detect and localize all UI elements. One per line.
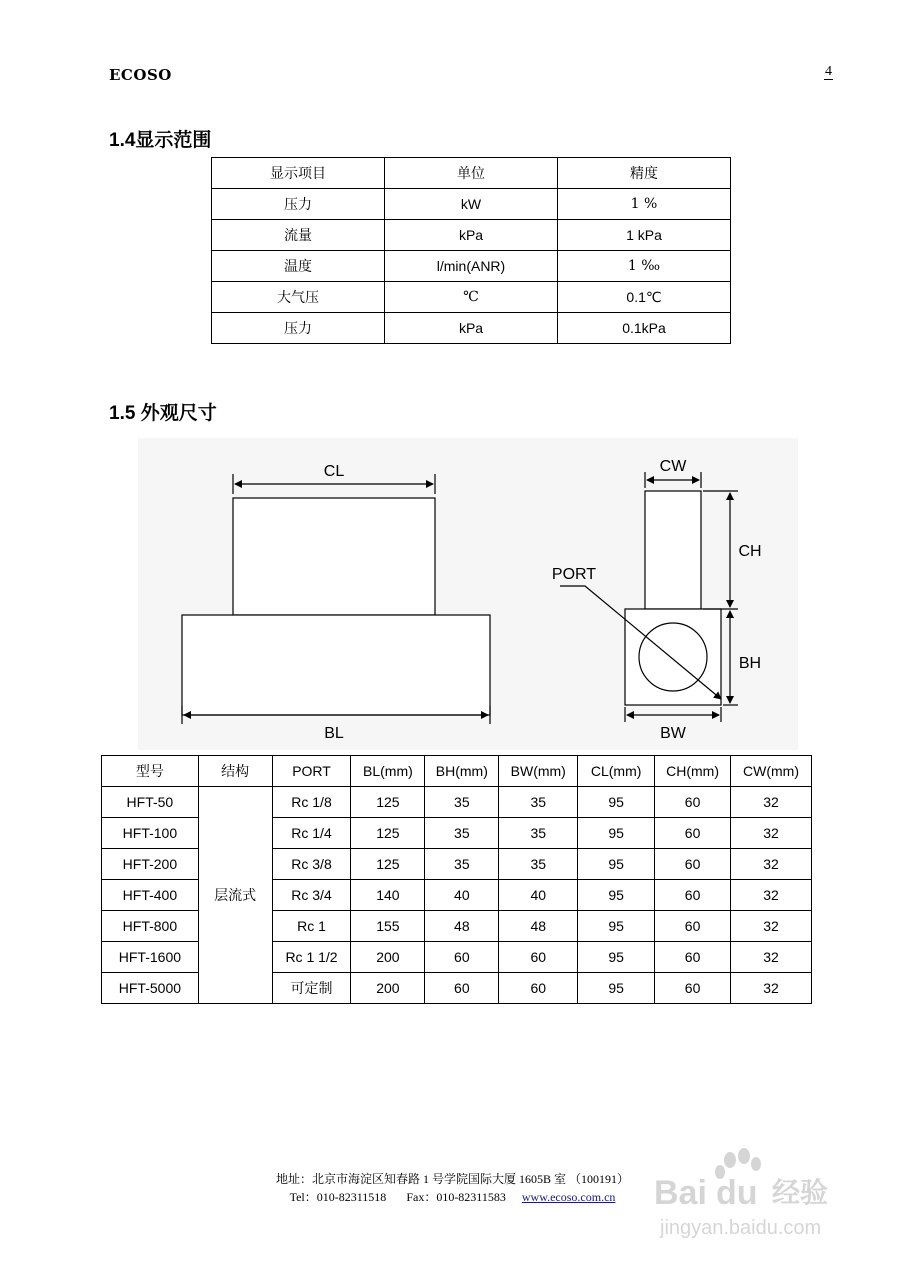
structure-cell: 层流式 xyxy=(198,787,272,1004)
table-cell: HFT-5000 xyxy=(102,973,199,1004)
header-cell: CW(mm) xyxy=(731,756,812,787)
table-cell: 1 ‰ xyxy=(558,251,731,282)
table-cell: 流量 xyxy=(212,220,385,251)
table-cell: 32 xyxy=(731,973,812,1004)
table-cell: 95 xyxy=(578,973,655,1004)
header-cell: CH(mm) xyxy=(655,756,731,787)
watermark-url: jingyan.baidu.com xyxy=(660,1217,822,1239)
table-cell: 32 xyxy=(731,911,812,942)
table-cell: 40 xyxy=(499,880,578,911)
table-cell: Rc 1 xyxy=(272,911,351,942)
table-cell: 125 xyxy=(351,787,425,818)
dimensions-table xyxy=(101,755,812,1004)
table-cell: 48 xyxy=(425,911,499,942)
table-row xyxy=(212,313,731,344)
table-cell: 1 % xyxy=(558,189,731,220)
table-cell: 32 xyxy=(731,818,812,849)
table-cell: HFT-100 xyxy=(102,818,199,849)
table-cell: 155 xyxy=(351,911,425,942)
table-cell: 140 xyxy=(351,880,425,911)
header-cell: CL(mm) xyxy=(578,756,655,787)
label-ch: CH xyxy=(738,543,762,560)
table-row xyxy=(102,787,812,818)
table-cell: HFT-400 xyxy=(102,880,199,911)
table-cell: Rc 3/8 xyxy=(272,849,351,880)
page-number: 4 xyxy=(825,64,832,79)
table-cell: 200 xyxy=(351,973,425,1004)
header-cell: 显示项目 xyxy=(212,158,385,189)
table-row xyxy=(212,251,731,282)
table-row xyxy=(212,220,731,251)
table-cell: Rc 1/4 xyxy=(272,818,351,849)
table-cell: 0.1℃ xyxy=(558,282,731,313)
section-1-5-title: 1.5 外观尺寸 xyxy=(109,403,217,424)
company-logo: ECOSO xyxy=(109,66,172,84)
table-cell: 95 xyxy=(578,818,655,849)
table-cell: 0.1kPa xyxy=(558,313,731,344)
table-row xyxy=(212,282,731,313)
table-cell: Rc 1 1/2 xyxy=(272,942,351,973)
table-cell: kPa xyxy=(385,313,558,344)
table-cell: 温度 xyxy=(212,251,385,282)
header-cell: BW(mm) xyxy=(499,756,578,787)
table-cell: 95 xyxy=(578,787,655,818)
label-bh: BH xyxy=(738,655,762,672)
table-cell: 48 xyxy=(499,911,578,942)
table-row xyxy=(212,189,731,220)
table-cell: 大气压 xyxy=(212,282,385,313)
table-cell: 60 xyxy=(655,880,731,911)
table-cell: 35 xyxy=(425,849,499,880)
table-cell: l/min(ANR) xyxy=(385,251,558,282)
footer-tel: Tel：010-82311518 xyxy=(289,1190,387,1204)
table-cell: 32 xyxy=(731,880,812,911)
table-cell: ℃ xyxy=(385,282,558,313)
header-cell: 精度 xyxy=(558,158,731,189)
header-cell: PORT xyxy=(272,756,351,787)
footer-fax: Fax：010-82311583 xyxy=(406,1190,506,1204)
table-cell: 95 xyxy=(578,911,655,942)
dimension-drawing xyxy=(138,438,798,750)
table-cell: 95 xyxy=(578,942,655,973)
b-block-front xyxy=(182,615,490,715)
table-cell: 32 xyxy=(731,787,812,818)
header-cell: 单位 xyxy=(385,158,558,189)
baidu-watermark xyxy=(652,1146,862,1246)
table-cell: 32 xyxy=(731,849,812,880)
section-1-4-title: 1.4显示范围 xyxy=(109,130,212,151)
table-cell: 125 xyxy=(351,849,425,880)
table-cell: 1 kPa xyxy=(558,220,731,251)
table-cell: 60 xyxy=(425,973,499,1004)
footer-website-link[interactable]: www.ecoso.com.cn xyxy=(521,1190,616,1204)
table-cell: 32 xyxy=(731,942,812,973)
table-cell: HFT-1600 xyxy=(102,942,199,973)
table-cell: 125 xyxy=(351,818,425,849)
table-cell: 压力 xyxy=(212,313,385,344)
table-cell: Rc 3/4 xyxy=(272,880,351,911)
table-cell: 95 xyxy=(578,880,655,911)
table-cell: kPa xyxy=(385,220,558,251)
table-cell: 200 xyxy=(351,942,425,973)
watermark-brand: Bai xyxy=(654,1174,707,1212)
table-cell: 35 xyxy=(425,818,499,849)
header-cell: BL(mm) xyxy=(351,756,425,787)
table-cell: 60 xyxy=(655,942,731,973)
table-cell: 压力 xyxy=(212,189,385,220)
table-cell: 35 xyxy=(499,849,578,880)
watermark-brand-2: du xyxy=(716,1174,758,1212)
table-cell: 60 xyxy=(655,973,731,1004)
table-cell: 60 xyxy=(655,911,731,942)
table-cell: 60 xyxy=(499,973,578,1004)
table-cell: 可定制 xyxy=(272,973,351,1004)
header-cell: 型号 xyxy=(102,756,199,787)
table-cell: 35 xyxy=(499,818,578,849)
table-cell: 35 xyxy=(499,787,578,818)
table-cell: HFT-200 xyxy=(102,849,199,880)
table-cell: HFT-50 xyxy=(102,787,199,818)
table-cell: kW xyxy=(385,189,558,220)
header-cell: 结构 xyxy=(198,756,272,787)
c-block-side xyxy=(645,491,701,609)
table-header-row xyxy=(102,756,812,787)
watermark-cn: 经验 xyxy=(772,1177,829,1208)
table-cell: 95 xyxy=(578,849,655,880)
footer-address: 地址：北京市海淀区知春路 1 号学院国际大厦 1605B 室 （100191） xyxy=(275,1172,629,1186)
table-cell: 60 xyxy=(655,787,731,818)
table-cell: 40 xyxy=(425,880,499,911)
table-cell: 35 xyxy=(425,787,499,818)
table-cell: 60 xyxy=(655,818,731,849)
table-cell: 60 xyxy=(499,942,578,973)
label-port: PORT xyxy=(551,566,597,583)
label-cl: CL xyxy=(323,463,345,480)
table-cell: 60 xyxy=(425,942,499,973)
header-cell: BH(mm) xyxy=(425,756,499,787)
c-block-front xyxy=(233,498,435,615)
label-bw: BW xyxy=(660,725,686,742)
label-cw: CW xyxy=(659,458,687,475)
table-header-row xyxy=(212,158,731,189)
table-cell: 60 xyxy=(655,849,731,880)
table-cell: Rc 1/8 xyxy=(272,787,351,818)
label-bl: BL xyxy=(324,725,344,742)
table-cell: HFT-800 xyxy=(102,911,199,942)
display-range-table xyxy=(211,157,731,344)
